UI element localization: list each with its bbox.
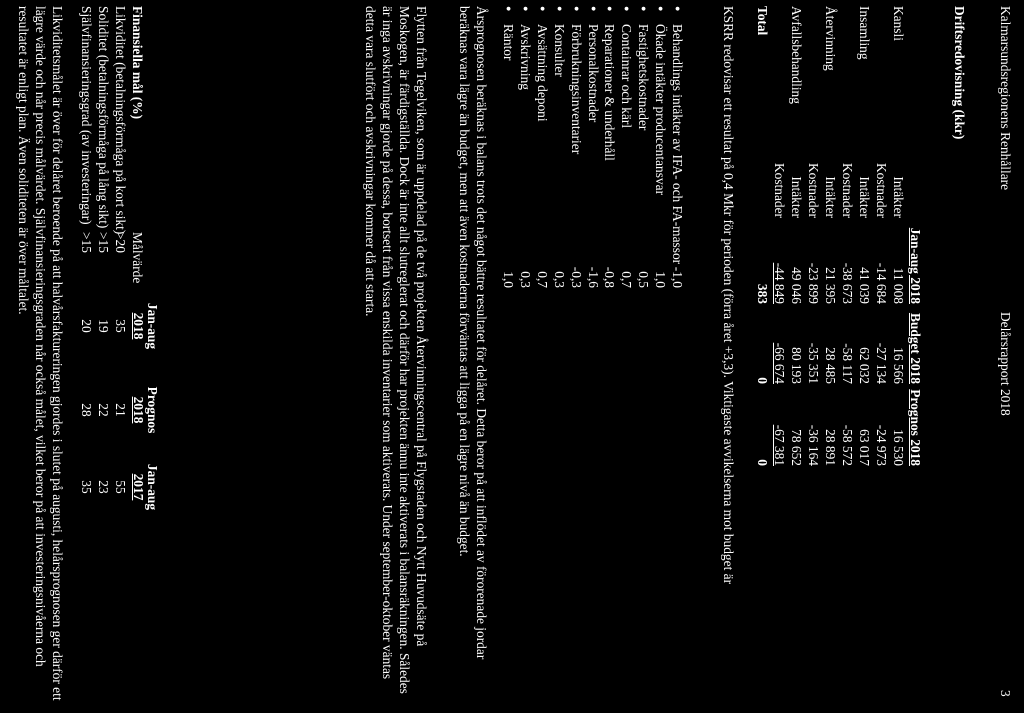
deviation-label: Reparationer & underhåll xyxy=(602,24,618,161)
cell-budget: -35 351 xyxy=(806,342,821,384)
goal-label: Självfinansieringsgrad (av investeringar) xyxy=(79,6,94,225)
goal-2018: 20 xyxy=(79,319,94,333)
list-item xyxy=(669,6,686,706)
goal-2018: 19 xyxy=(96,319,111,333)
liquidity-paragraph: Likviditetsmålet är över för delåret beroende på att halvårsfaktureringen gjordes i slutet på augusti, helårsprognosen ger därför ett lägre värde och når precis målvärdet. Självfinansieringsgraden når också målet, vilket beror på att investeringsnivåerna och resultatet är enligt plan. Även soliditeten är över måltalet. xyxy=(16,6,65,701)
total-label: Total xyxy=(755,6,770,36)
deviation-label: Ökade intäkter producentansvar xyxy=(653,24,669,196)
header-line: Jan-aug xyxy=(145,302,160,350)
cell-prognos: -36 164 xyxy=(806,424,821,466)
deviation-value: -0,8 xyxy=(602,266,618,288)
goal-prognos: 22 xyxy=(96,403,111,417)
column-header-jan-aug-2017 xyxy=(131,462,159,512)
row-sublabel: Intäkter xyxy=(891,176,906,218)
deviation-label: Fastighetskostnader xyxy=(636,24,652,131)
cell-budget: -58 117 xyxy=(840,343,855,384)
list-item xyxy=(635,6,652,706)
goal-2017: 55 xyxy=(113,480,128,494)
deviation-value: 0,3 xyxy=(517,271,533,288)
total-prognos: 0 xyxy=(755,459,770,466)
financial-goals-title: Finansiella mål (%) xyxy=(130,6,145,120)
total-jan-aug: 383 xyxy=(755,283,770,304)
goal-prognos: 28 xyxy=(79,403,94,417)
result-paragraph: KSRR redovisar ett resultat på 0,4 Mkr för perioden (förra året +3,3). Viktigaste avvikelserna mot budget är xyxy=(721,6,736,585)
cell-budget: 80 193 xyxy=(789,347,804,384)
cell-jan-aug: -44 849 xyxy=(772,262,787,304)
list-item xyxy=(568,6,585,706)
deviation-label: Förbrukningsinventarier xyxy=(568,24,584,155)
cell-jan-aug: 49 046 xyxy=(789,267,804,304)
row-sublabel: Kostnader xyxy=(772,162,787,218)
prognosis-paragraph: Årsprognosen beräknas i balans trots det något bättre resultatet för delåret. Detta beror på att inflödet av förorenade jordar beräknas vara lägre än budget, men att även kostnaderna förväntas att ligga på en lägre nivå än budget. xyxy=(457,6,489,660)
column-header-jan-aug-2018 xyxy=(131,302,159,350)
report-title: Delårsrapport 2018 xyxy=(998,312,1013,416)
row-sublabel: Intäkter xyxy=(857,176,872,218)
deviation-value: -1,6 xyxy=(585,266,601,288)
header-line: 2017 xyxy=(131,473,146,501)
deviation-value: -1,0 xyxy=(670,266,685,288)
header-line: 2018 xyxy=(131,396,146,424)
cell-budget: 16 566 xyxy=(891,347,906,384)
goal-label: Soliditet (betalningsförmåga på lång sikt) xyxy=(96,6,111,229)
cell-prognos: -67 381 xyxy=(772,424,787,466)
list-item xyxy=(534,6,551,706)
row-label: Återvinning xyxy=(823,6,838,71)
cell-prognos: 16 530 xyxy=(891,429,906,466)
deviation-list xyxy=(500,6,686,706)
deviation-label: Konsulter xyxy=(551,24,567,77)
target-header: Målvärde xyxy=(130,232,145,284)
row-sublabel: Kostnader xyxy=(840,162,855,218)
goal-target: >20 xyxy=(113,232,128,253)
cell-prognos: 63 017 xyxy=(857,429,872,466)
page-number: 3 xyxy=(998,690,1013,697)
finance-table-title: Driftsredovisning (kkr) xyxy=(952,6,967,140)
cell-jan-aug: 11 008 xyxy=(891,267,906,304)
column-header-prognos: Prognos 2018 xyxy=(908,389,923,466)
goal-target: >15 xyxy=(79,232,94,253)
cell-prognos: 78 652 xyxy=(789,429,804,466)
row-label: Kansli xyxy=(891,6,906,41)
list-item xyxy=(602,6,619,706)
deviation-label: Avskrivning xyxy=(517,24,533,90)
deviation-value: 1,0 xyxy=(501,271,517,288)
list-item xyxy=(517,6,534,706)
deviation-label: Avsättning deponi xyxy=(534,24,550,122)
goal-prognos: 21 xyxy=(113,403,128,417)
header-line: 2018 xyxy=(131,312,146,340)
total-budget: 0 xyxy=(755,377,770,384)
goal-label: Likviditet (betalningsförmåga på kort sikt) xyxy=(113,6,128,235)
deviation-value: 0,7 xyxy=(534,271,550,288)
deviation-value: 0,5 xyxy=(636,271,652,288)
cell-jan-aug: -38 673 xyxy=(840,262,855,304)
row-sublabel: Intäkter xyxy=(823,176,838,218)
cell-budget: -27 134 xyxy=(874,342,889,384)
move-paragraph: Flytten från Tegelviken, som är uppdelad på de två projekten Återvinningscentral på Flygstaden och Nytt Huvudsäte på Moskogen, är färdigställda. Dock är inte allt slutreglerat och därför har projekten ännu inte aktiverats i balansräkningen. Således är inga avskrivningar gjorde på dessa, bortsett från vissa enskilda inventarier som aktiverats. Under september-oktober väntas detta vara slutfört och avskrivningar kommer då att starta. xyxy=(363,6,429,694)
company-name: Kalmarsundsregionens Renhållare xyxy=(998,6,1013,191)
header-line: Jan-aug xyxy=(145,463,160,511)
deviation-label: Containrar och kärl xyxy=(619,24,635,129)
cell-prognos: 28 891 xyxy=(823,429,838,466)
row-label: Avfallsbehandling xyxy=(789,6,804,104)
goal-2018: 35 xyxy=(113,319,128,333)
goal-target: >15 xyxy=(96,232,111,253)
deviation-label: Behandlings intäkter av IFA- och FA-massor xyxy=(670,24,685,265)
cell-jan-aug: 41 039 xyxy=(857,267,872,304)
deviation-value: 1,0 xyxy=(653,271,669,288)
column-header-jan-aug: Jan-aug 2018 xyxy=(908,227,923,304)
row-sublabel: Kostnader xyxy=(806,162,821,218)
deviation-value: 0,3 xyxy=(551,271,567,288)
deviation-value: -0,3 xyxy=(568,266,584,288)
column-header-budget: Budget 2018 xyxy=(908,312,923,384)
row-label: Insamling xyxy=(857,6,872,60)
deviation-label: Räntor xyxy=(501,24,517,61)
cell-jan-aug: -14 684 xyxy=(874,262,889,304)
cell-budget: -66 674 xyxy=(772,342,787,384)
cell-jan-aug: 21 395 xyxy=(823,267,838,304)
row-sublabel: Intäkter xyxy=(789,176,804,218)
cell-prognos: -24 973 xyxy=(874,424,889,466)
deviation-value: 0,7 xyxy=(619,271,635,288)
column-header-prognos-2018 xyxy=(131,386,159,434)
cell-budget: 62 032 xyxy=(857,347,872,384)
list-item xyxy=(551,6,568,706)
cell-jan-aug: -23 899 xyxy=(806,262,821,304)
list-item xyxy=(652,6,669,706)
cell-budget: 28 485 xyxy=(823,347,838,384)
goal-2017: 23 xyxy=(96,480,111,494)
header-line: Prognos xyxy=(145,386,160,434)
list-item xyxy=(585,6,602,706)
list-item xyxy=(500,6,517,706)
row-sublabel: Kostnader xyxy=(874,162,889,218)
list-item xyxy=(618,6,635,706)
deviation-label: Personalkostnader xyxy=(585,24,601,123)
goal-2017: 35 xyxy=(79,480,94,494)
cell-prognos: -58 572 xyxy=(840,424,855,466)
